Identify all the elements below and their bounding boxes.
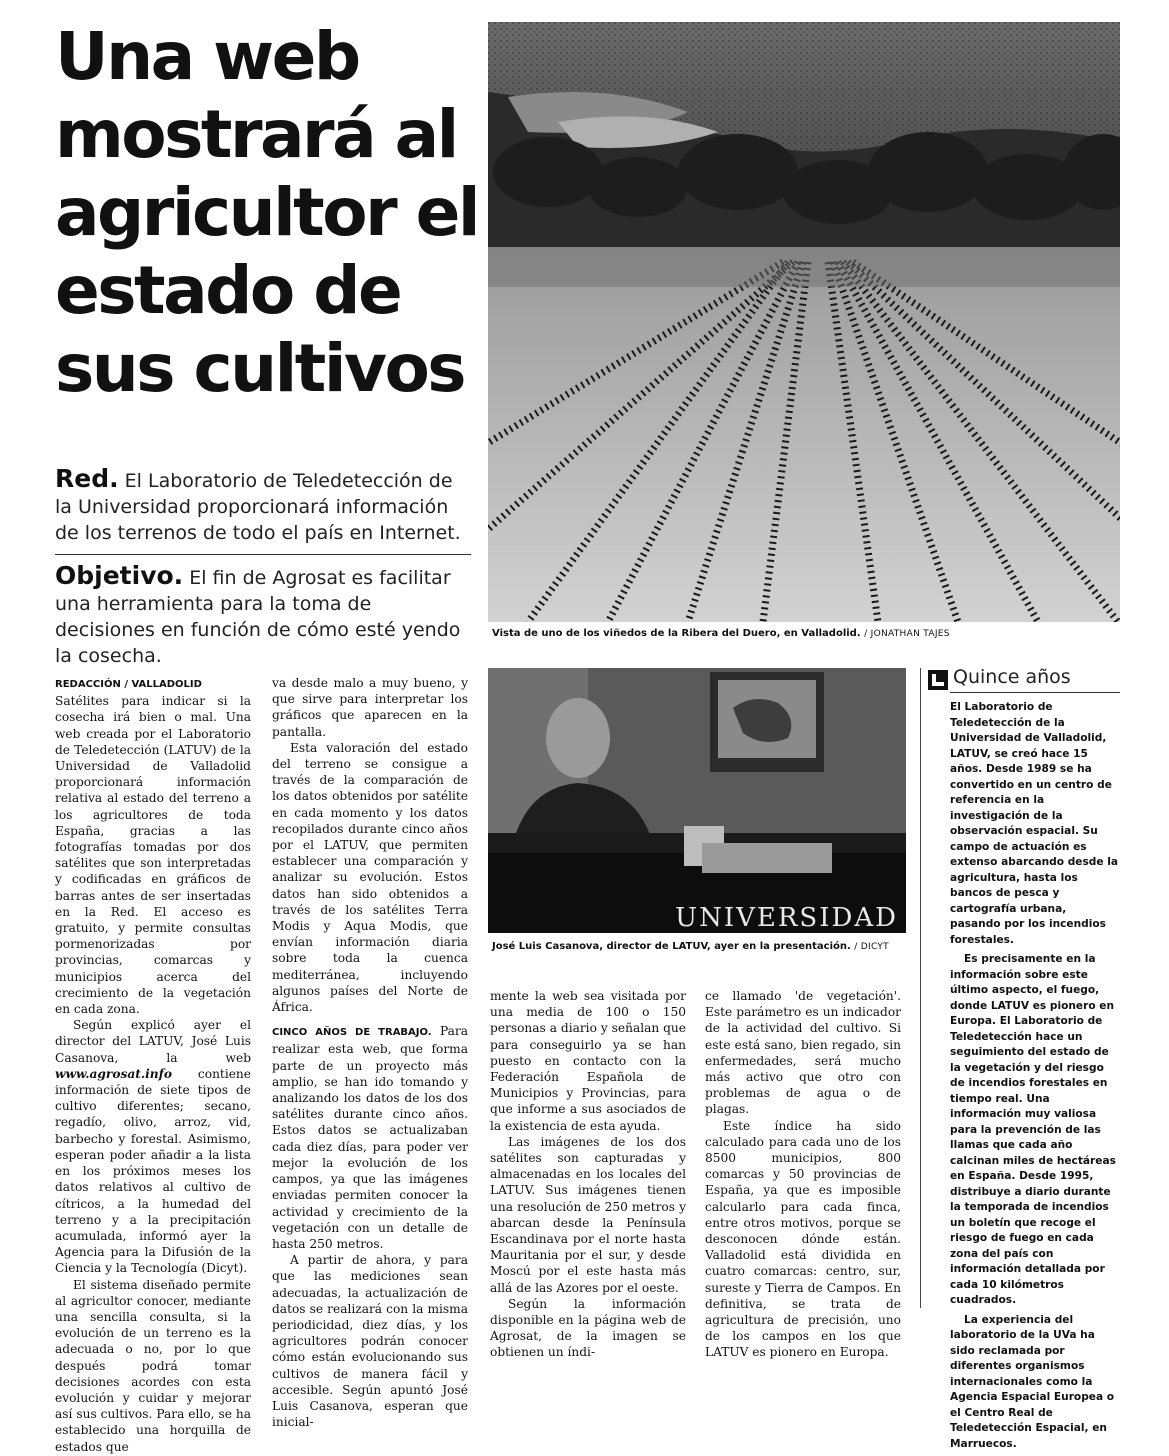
body-column-4 bbox=[705, 988, 901, 1361]
vineyard-credit: / JONATHAN TAJES bbox=[864, 629, 950, 639]
body-paragraph bbox=[272, 1023, 468, 1252]
body-text: contiene información de siete tipos de cultivo diferentes; secano, regadío, olivo, arroz, vid, barbecho y forestal. Asimismo, esperan poder añadir a la lista en los próximos meses los datos relativos al cultivo de cítricos, a la humedad del terreno y a la precipitación acumulada, informó ayer la Agencia para la Difusión de la Ciencia y la Tecnología (Dicyt). bbox=[55, 1066, 251, 1276]
sidebar-logo-icon bbox=[928, 670, 948, 690]
deck-objetivo-text: El fin de Agrosat es facilitar una herramienta para la toma de decisiones en función de cómo esté yendo la cosecha. bbox=[55, 567, 461, 667]
presentation-caption-text: José Luis Casanova, director de LATUV, ayer en la presentación. bbox=[492, 941, 851, 952]
web-link[interactable]: www.agrosat.info bbox=[55, 1066, 172, 1081]
sidebar-title-rule bbox=[950, 692, 1120, 693]
vineyard-caption bbox=[492, 628, 1112, 639]
section-heading: CINCO AÑOS DE TRABAJO. bbox=[272, 1027, 432, 1039]
byline: REDACCIÓN / VALLADOLID bbox=[55, 679, 202, 690]
sidebar-title: Quince años bbox=[953, 666, 1071, 688]
sidebar-rule bbox=[920, 668, 921, 1308]
vineyard-caption-text: Vista de uno de los viñedos de la Ribera del Duero, en Valladolid. bbox=[492, 628, 861, 639]
body-paragraph bbox=[55, 1017, 251, 1276]
body-paragraph: ce llamado 'de vegetación'. Este parámetro es un indicador de la actividad del cultivo. Si este está sano, bien regado, sin enfermedades, será mucho más activo que otro con problemas de agua o de plagas. bbox=[705, 989, 901, 1117]
vineyard-photo bbox=[488, 22, 1120, 622]
presentation-caption bbox=[492, 941, 892, 952]
body-paragraph: Satélites para indicar si la cosecha irá bien o mal. Una web creada por el Laboratorio de Teledetección (LATUV) de la Universidad de Valladolid proporcionará información relativa al estado del terreno a los agricultores de toda España, gracias a las fotografías tomadas por dos satélites que son interpretadas y codificadas en gráficos de barras antes de ser insertadas en la Red. El acceso es gratuito, y permite consultas pormenorizadas por provincias, comarcas y municipios acerca del crecimiento de la vegetación en cada zona. bbox=[55, 694, 251, 1017]
deck-objetivo bbox=[55, 563, 475, 669]
deck-objetivo-lead: Objetivo. bbox=[55, 561, 184, 590]
deck-red-lead: Red. bbox=[55, 464, 119, 493]
sidebar-header bbox=[928, 668, 1128, 694]
sidebar-paragraph: El Laboratorio de Teledetección de la Universidad de Valladolid, LATUV, se creó hace 15 años. Desde 1989 se ha convertido en un centro de referencia en la investigación de la observación espacial. Su campo de actuación es extenso abarcando desde la agricultura, hasta los bancos de pesca y cartografía urbana, pasando por los incendios forestales. bbox=[950, 701, 1119, 946]
sidebar-paragraph: La experiencia del laboratorio de la UVa ha sido reclamada por diferentes organismos internacionales como la Agencia Espacial Europea o el Centro Real de Teledetección Espacial, en Marruecos. bbox=[950, 1313, 1115, 1450]
body-paragraph: mente la web sea visitada por una media de 100 o 150 personas a diario y señalan que para conseguirlo ya se han puesto en contacto con la Federación Española de Municipios y Provincias, para que informe a sus asociados de la existencia de esta ayuda. bbox=[490, 989, 686, 1133]
body-column-1 bbox=[55, 675, 251, 1455]
body-column-2 bbox=[272, 675, 468, 1430]
universidad-banner-text: UNIVERSIDAD bbox=[675, 903, 898, 933]
body-paragraph: El sistema diseñado permite al agricultor conocer, mediante una sencilla consulta, si la evolución de un terreno es la adecuada o no, por lo que después podrá tomar decisiones acordes con esta evolución y cuidar y mejorar así sus cultivos. Para ello, se ha establecido una horquilla de estados que bbox=[55, 1277, 251, 1454]
presentation-photo bbox=[488, 668, 906, 933]
deck-red-text: El Laboratorio de Teledetección de la Universidad proporcionará información de los terrenos de todo el país en Internet. bbox=[55, 470, 461, 544]
body-text: Según explicó ayer el director del LATUV, José Luis Casanova, la web bbox=[55, 1018, 251, 1065]
body-paragraph: Las imágenes de los dos satélites son capturadas y almacenadas en los locales del LATUV. Sus imágenes tienen una resolución de 250 metros y abarcan desde la Península Escandinava por el norte hasta Mauritania por el sur, y desde Moscú por el este hasta más allá de las Azores por el oeste. bbox=[490, 1134, 686, 1295]
deck-red bbox=[55, 466, 475, 546]
body-column-3 bbox=[490, 988, 686, 1361]
body-paragraph: Esta valoración del estado del terreno se consigue a través de la comparación de los datos obtenidos por satélite en cada momento y los datos recopilados durante cinco años por el LATUV, que permiten establecer una comparación y analizar su evolución. Estos datos han sido obtenidos a través de los satélites Terra Modis y Aqua Modis, que envían información diaria sobre toda la cuenca mediterránea, incluyendo algunos países del Norte de África. bbox=[272, 740, 468, 1015]
body-text: Para realizar esta web, que forma parte de un proyecto más amplio, se han ido tomando y analizando los datos de los dos satélites durante cinco años. Estos datos se actualizaban cada diez días, para poder ver mejor la evolución de los campos, ya que las imágenes enviadas permiten conocer la actividad y crecimiento de la vegetación con un detalle de hasta 250 metros. bbox=[272, 1024, 468, 1251]
sidebar-body bbox=[950, 700, 1120, 1456]
deck-divider bbox=[55, 554, 471, 555]
body-paragraph: va desde malo a muy bueno, y que sirve para interpretar los gráficos que aparecen en la pantalla. bbox=[272, 676, 468, 739]
sidebar-paragraph: Es precisamente en la información sobre este último aspecto, el fuego, donde LATUV es pionero en Europa. El Laboratorio de Teledetección hace un seguimiento del estado de la vegetación y del riesgo de incendios forestales en tiempo real. Una información muy valiosa para la prevención de las llamas que cada año calcinan miles de hectáreas en España. Desde 1995, distribuye a diario durante la temporada de incendios un boletín que recoge el riesgo de fuego en cada zona del país con información detallada por cada 10 kilómetros cuadrados. bbox=[950, 953, 1116, 1306]
presentation-credit: / DICYT bbox=[854, 942, 889, 952]
headline: Una web mostrará al agricultor el estado de sus cultivos bbox=[55, 18, 478, 407]
body-paragraph: Según la información disponible en la página web de Agrosat, de la imagen se obtienen un índi- bbox=[490, 1296, 686, 1360]
body-paragraph: Este índice ha sido calculado para cada uno de los 8500 municipios, 800 comarcas y 50 provincias de España, ya que es imposible calcularlo para cada finca, entre otros motivos, porque se desconocen dónde están. Valladolid está dividida en cuatro comarcas: centro, sur, sureste y Tierra de Campos. En definitiva, se trata de agricultura de precisión, uno de los campos en los que LATUV es pionero en Europa. bbox=[705, 1118, 901, 1360]
body-paragraph: A partir de ahora, y para que las mediciones sean adecuadas, la actualización de datos se realizará con la misma periodicidad, diez días, y los agricultores podrán conocer cómo están evolucionando sus cultivos de manera fácil y accesible. Según apuntó José Luis Casanova, esperan que inicial- bbox=[272, 1253, 468, 1430]
